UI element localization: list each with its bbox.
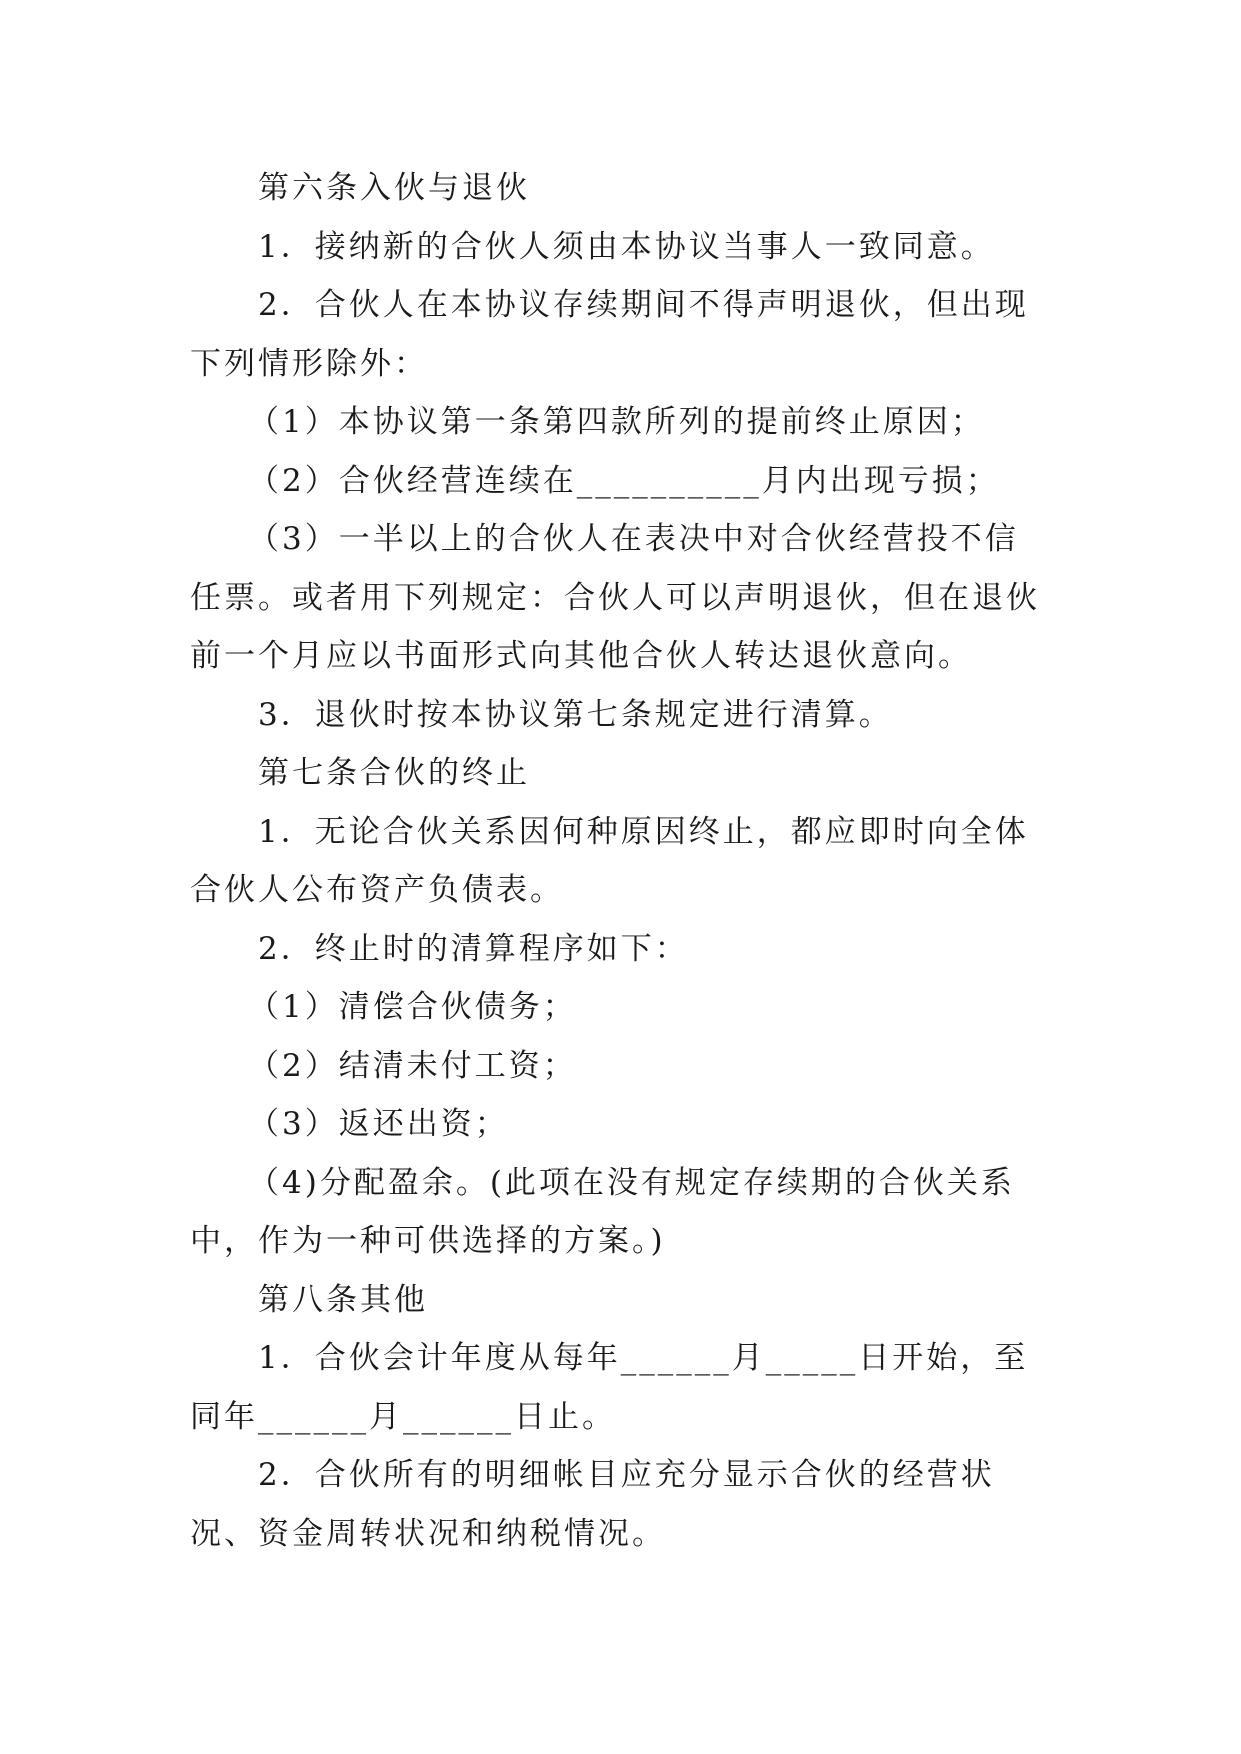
sub-paragraph: （2）合伙经营连续在__________月内出现亏损； (248, 462, 1000, 499)
document-body (190, 159, 1050, 1563)
paragraph: 2．合伙人在本协议存续期间不得声明退伙，但出现下列情形除外： (190, 287, 1029, 382)
paragraph: 3．退伙时按本协议第七条规定进行清算。 (258, 696, 893, 733)
article-heading-8: 第八条其他 (258, 1281, 428, 1318)
paragraph: 1．合伙会计年度从每年______月_____日开始，至同年______月______日止。 (190, 1340, 1029, 1435)
sub-paragraph: （3）一半以上的合伙人在表决中对合伙经营投不信任票。或者用下列规定：合伙人可以声明退伙，但在退伙前一个月应以书面形式向其他合伙人转达退伙意向。 (190, 521, 1040, 674)
paragraph: 2．终止时的清算程序如下： (258, 930, 689, 967)
paragraph: 1．接纳新的合伙人须由本协议当事人一致同意。 (258, 228, 995, 265)
sub-paragraph: （3）返还出资； (248, 1106, 509, 1142)
article-heading-7: 第七条合伙的终止 (258, 755, 530, 791)
paragraph: 2．合伙所有的明细帐目应充分显示合伙的经营状况、资金周转状况和纳税情况。 (190, 1457, 995, 1552)
article-heading-6: 第六条入伙与退伙 (258, 170, 530, 206)
sub-paragraph: （2）结清未付工资； (248, 1047, 577, 1084)
paragraph: 1．无论合伙关系因何种原因终止，都应即时向全体合伙人公布资产负债表。 (190, 813, 1029, 908)
sub-paragraph: （4)分配盈余。(此项在没有规定存续期的合伙关系中，作为一种可供选择的方案。) (190, 1164, 1015, 1259)
sub-paragraph: （1）本协议第一条第四款所列的提前终止原因； (248, 404, 985, 440)
sub-paragraph: （1）清偿合伙债务； (248, 989, 577, 1025)
